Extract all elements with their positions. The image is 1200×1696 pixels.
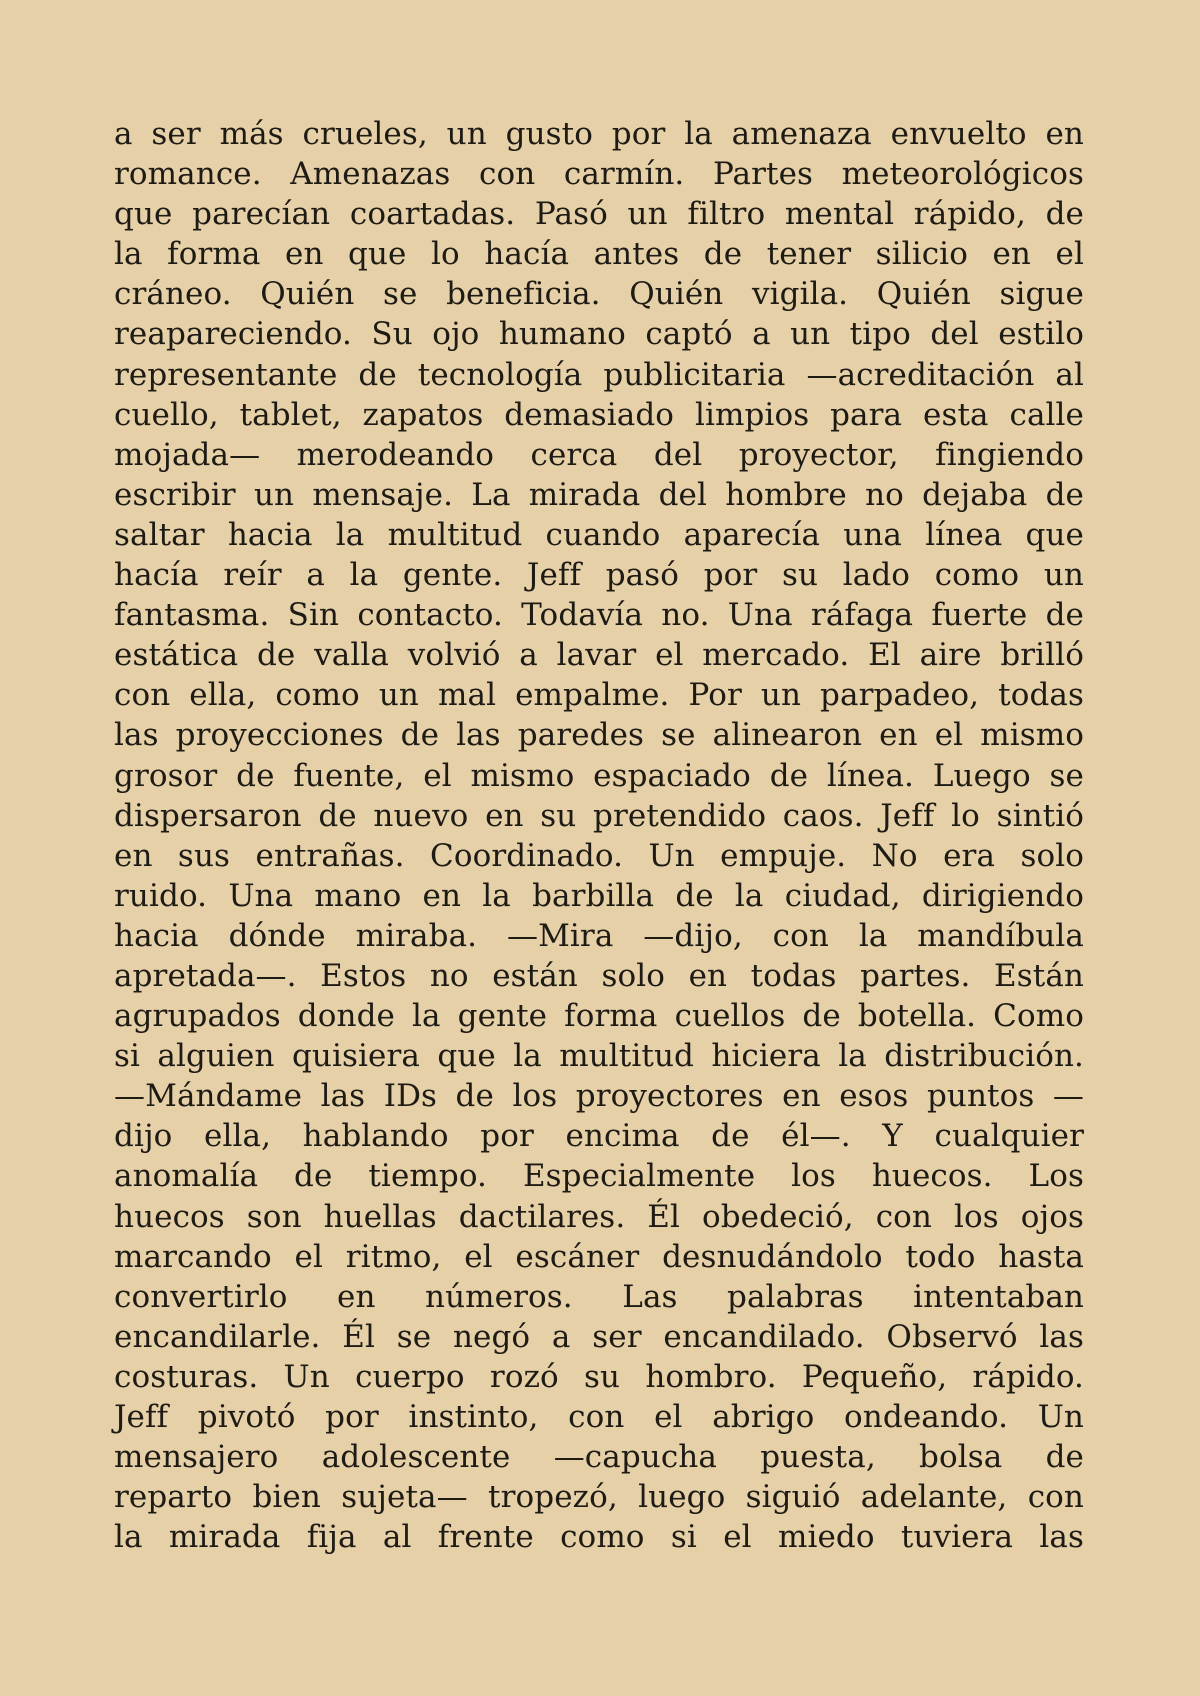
text-line: cuello, tablet, zapatos demasiado limpios para esta calle: [114, 396, 1084, 433]
text-line: la forma en que lo hacía antes de tener silicio en el: [114, 236, 1084, 273]
text-line: ruido. Una mano en la barbilla de la ciudad, dirigiendo: [114, 877, 1084, 914]
text-line: mojada— merodeando cerca del proyector, fingiendo: [114, 436, 1084, 473]
body-text: [114, 114, 1084, 1557]
text-line: romance. Amenazas con carmín. Partes meteorológicos: [114, 156, 1084, 193]
text-line: si alguien quisiera que la multitud hiciera la distribución.: [114, 1038, 1084, 1075]
text-line: dijo ella, hablando por encima de él—. Y cualquier: [114, 1118, 1084, 1155]
text-line: Jeff pivotó por instinto, con el abrigo ondeando. Un: [114, 1399, 1084, 1435]
text-line: mensajero adolescente —capucha puesta, bolsa de: [114, 1439, 1084, 1476]
text-line: agrupados donde la gente forma cuellos de botella. Como: [114, 998, 1084, 1035]
text-line: cráneo. Quién se beneficia. Quién vigila. Quién sigue: [114, 276, 1084, 313]
text-line: que parecían coartadas. Pasó un filtro mental rápido, de: [114, 196, 1084, 233]
text-line: —Mándame las IDs de los proyectores en esos puntos —: [114, 1078, 1084, 1115]
text-line: reapareciendo. Su ojo humano captó a un tipo del estilo: [114, 316, 1084, 353]
text-line: huecos son huellas dactilares. Él obedeció, con los ojos: [114, 1198, 1084, 1235]
text-line: reparto bien sujeta— tropezó, luego siguió adelante, con: [114, 1479, 1084, 1516]
text-line: grosor de fuente, el mismo espaciado de línea. Luego se: [114, 757, 1084, 794]
text-line: con ella, como un mal empalme. Por un parpadeo, todas: [114, 677, 1084, 714]
text-line: las proyecciones de las paredes se alinearon en el mismo: [114, 717, 1084, 754]
text-line: saltar hacia la multitud cuando aparecía una línea que: [114, 516, 1084, 553]
text-line: dispersaron de nuevo en su pretendido caos. Jeff lo sintió: [114, 797, 1084, 834]
text-line: hacía reír a la gente. Jeff pasó por su lado como un: [114, 557, 1084, 594]
text-line: anomalía de tiempo. Especialmente los huecos. Los: [114, 1158, 1084, 1195]
text-line: a ser más crueles, un gusto por la amenaza envuelto en: [114, 116, 1084, 152]
text-line: encandilarle. Él se negó a ser encandilado. Observó las: [114, 1318, 1084, 1355]
text-line: representante de tecnología publicitaria —acreditación al: [114, 356, 1084, 393]
text-line: la mirada fija al frente como si el miedo tuviera las: [114, 1519, 1084, 1556]
text-line: hacia dónde miraba. —Mira —dijo, con la mandíbula: [114, 917, 1084, 954]
text-line: fantasma. Sin contacto. Todavía no. Una ráfaga fuerte de: [114, 597, 1084, 634]
text-line: estática de valla volvió a lavar el mercado. El aire brilló: [114, 637, 1084, 674]
text-line: convertirlo en números. Las palabras intentaban: [114, 1278, 1084, 1315]
text-line: costuras. Un cuerpo rozó su hombro. Pequeño, rápido.: [114, 1358, 1084, 1395]
text-line: apretada—. Estos no están solo en todas partes. Están: [114, 957, 1084, 994]
text-line: escribir un mensaje. La mirada del hombre no dejaba de: [114, 476, 1084, 513]
text-line: en sus entrañas. Coordinado. Un empuje. No era solo: [114, 837, 1084, 874]
text-line: marcando el ritmo, el escáner desnudándolo todo hasta: [114, 1238, 1084, 1275]
